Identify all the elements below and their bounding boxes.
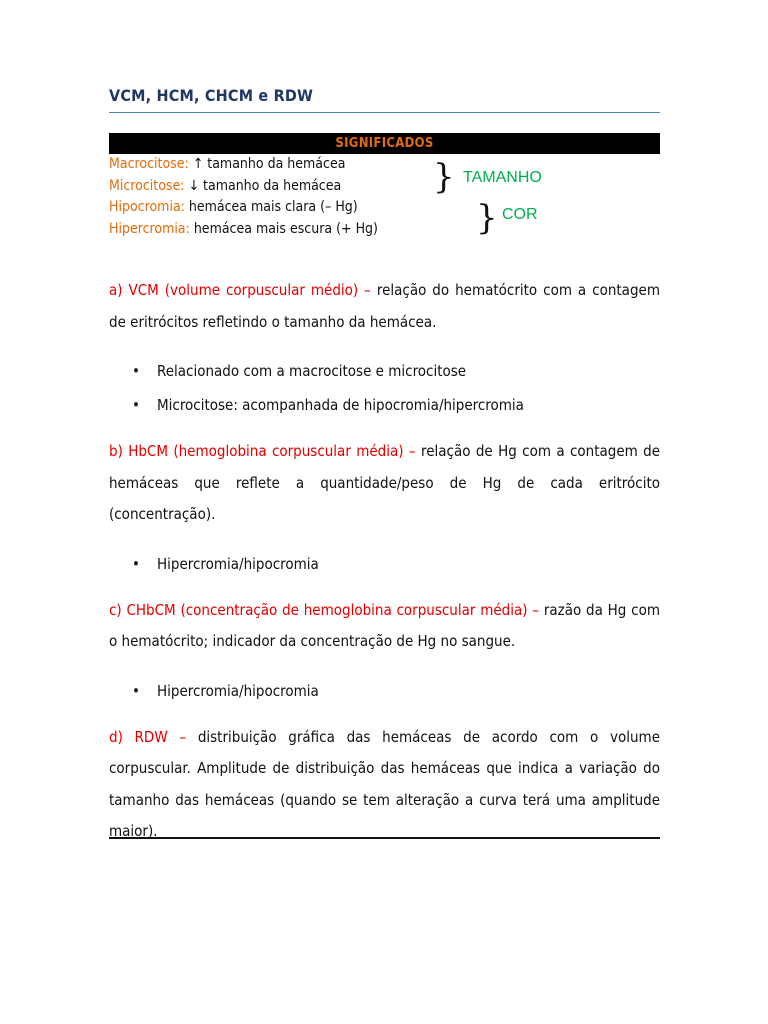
list-item: • Hipercromia/hipocromia (109, 547, 660, 581)
term-label: Hipocromia: (109, 199, 185, 215)
group-label-cor: COR (502, 206, 538, 223)
section-text: relação do hematócrito com a contagem de eritrócitos refletindo o tamanho da hemácea. (109, 281, 660, 331)
brace-cor: } (476, 198, 498, 238)
list-item: • Hipercromia/hipocromia (109, 674, 660, 708)
significado-microcitose (109, 176, 439, 198)
term-description: hemácea mais escura (+ Hg) (189, 220, 378, 237)
section-chbcm (109, 595, 660, 658)
significado-macrocitose (109, 154, 439, 176)
section-text: razão da Hg com o hematócrito; indicador da concentração de Hg no sangue. (109, 600, 660, 650)
list-item: • Microcitose: acompanhada de hipocromia/hipercromia (109, 388, 660, 422)
section-vcm (109, 275, 660, 338)
bullet-list (109, 674, 660, 708)
section-text: relação de Hg com a contagem de hemáceas que reflete a quantidade/peso de Hg de cada eritrócito (concentração). (109, 442, 661, 523)
section-heading: a) VCM (volume corpuscular médio) – (109, 281, 371, 299)
significado-hipocromia (109, 197, 439, 219)
term-label: Microcitose: (109, 177, 185, 194)
section-heading: d) RDW – (109, 727, 187, 746)
section-rdw (109, 722, 660, 848)
section-text: distribuição gráfica das hemáceas de acordo com o volume corpuscular. Amplitude de distribuição das hemáceas que indica a variação do tamanho das hemáceas (quando se tem alteração a curva terá uma amplitude maior). (109, 727, 660, 840)
page-title: VCM, HCM, CHCM e RDW (109, 86, 314, 105)
significados-list (109, 154, 439, 240)
section-heading: b) HbCM (hemoglobina corpuscular média) – (109, 442, 416, 460)
term-description: ↑ tamanho da hemácea (188, 156, 346, 172)
bottom-divider (109, 837, 660, 839)
document-body (109, 275, 660, 848)
section-heading: c) CHbCM (concentração de hemoglobina corpuscular média) – (109, 600, 540, 619)
significado-hipercromia (109, 219, 439, 241)
term-label: Hipercromia: (109, 220, 190, 237)
term-label: Macrocitose: (109, 156, 189, 172)
section-hbcm (109, 436, 660, 531)
bullet-list (109, 547, 660, 581)
title-underline (109, 112, 660, 113)
brace-tamanho: } (433, 157, 455, 197)
significados-header: SIGNIFICADOS (109, 133, 660, 154)
term-description: ↓ tamanho da hemácea (184, 177, 342, 194)
term-description: hemácea mais clara (– Hg) (184, 199, 358, 215)
list-item: • Relacionado com a macrocitose e microcitose (109, 354, 660, 388)
bullet-list (109, 354, 660, 422)
group-label-tamanho: TAMANHO (463, 169, 542, 186)
